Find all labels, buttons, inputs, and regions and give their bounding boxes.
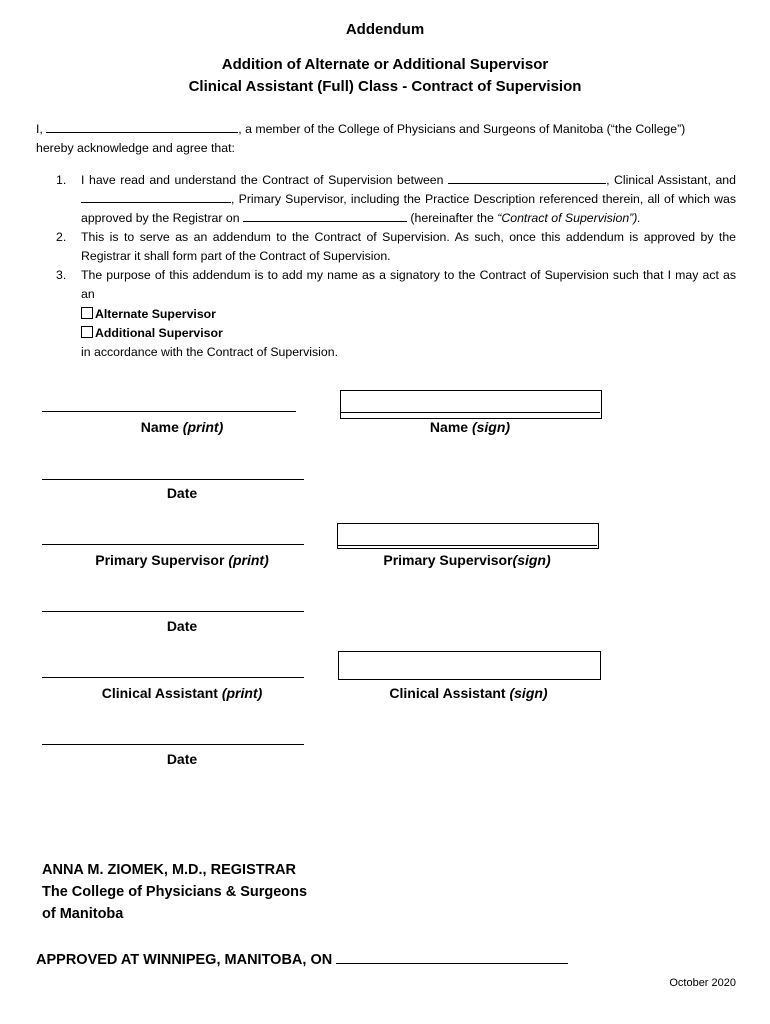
name-sign-label: Name (sign) [429, 419, 511, 435]
primary-print-line[interactable] [42, 544, 304, 545]
item-text: I have read and understand the Contract of Supervision between [81, 173, 449, 187]
registrar-name: ANNA M. ZIOMEK, M.D., REGISTRAR [42, 862, 297, 878]
item-text: (hereinafter the [407, 211, 498, 225]
intro-text: , a member of the College of Physicians and Surgeons of Manitoba (“the College”) [238, 122, 686, 136]
approved-text: APPROVED AT WINNIPEG, MANITOBA, ON [36, 952, 337, 968]
item-text: This is to serve as an addendum to the Contract of Supervision. As such, once this addendum is approved by the Registrar it shall form part of the Contract of Supervision. [81, 230, 736, 263]
additional-checkbox[interactable] [81, 326, 93, 338]
alternate-label: Alternate Supervisor [95, 307, 216, 321]
approval-date-blank[interactable] [243, 209, 407, 222]
alternate-option[interactable] [81, 305, 736, 324]
clinical-print-line[interactable] [42, 677, 304, 678]
alternate-checkbox[interactable] [81, 307, 93, 319]
clinical-assistant-blank[interactable] [448, 171, 606, 184]
name-print-line[interactable] [42, 411, 296, 412]
item-text-italic: “Contract of Supervision”). [497, 211, 641, 225]
member-name-blank[interactable] [46, 120, 238, 133]
footer-date: October 2020 [669, 977, 736, 989]
primary-supervisor-blank[interactable] [81, 190, 231, 203]
date-line[interactable] [42, 744, 304, 745]
list-item [36, 171, 736, 228]
document-title: Addendum [345, 21, 425, 38]
item-text: , Primary Supervisor, including the Practice Description referenced therein, all of which was approved by the Registrar on [81, 192, 736, 225]
intro-line-2: hereby acknowledge and agree that: [36, 141, 235, 155]
date-line[interactable] [42, 479, 304, 480]
registrar-college: The College of Physicians & Surgeons [42, 884, 308, 900]
name-sign-box[interactable] [340, 390, 602, 419]
item-closing: in accordance with the Contract of Supervision. [81, 345, 339, 359]
subtitle-line-2: Clinical Assistant (Full) Class - Contract of Supervision [188, 78, 582, 95]
date-line[interactable] [42, 611, 304, 612]
item-text: , Clinical Assistant, and [606, 173, 736, 187]
additional-option[interactable] [81, 324, 736, 343]
subtitle-line-1: Addition of Alternate or Additional Supervisor [221, 56, 549, 73]
clinical-print-label: Clinical Assistant (print) [101, 685, 263, 701]
name-sign-line [340, 412, 600, 413]
primary-print-label: Primary Supervisor (print) [95, 552, 269, 568]
clinical-sign-label: Clinical Assistant (sign) [389, 685, 548, 701]
primary-sign-line [337, 545, 597, 546]
list-number: 3. [56, 268, 67, 282]
list-number: 2. [56, 230, 67, 244]
primary-sign-label: Primary Supervisor(sign) [383, 552, 551, 568]
approved-line [36, 949, 568, 968]
list-item [36, 228, 736, 266]
list-item [36, 266, 736, 362]
additional-label: Additional Supervisor [95, 326, 223, 340]
intro-prefix: I, [36, 122, 47, 136]
intro-paragraph [36, 120, 736, 158]
name-print-label: Name (print) [140, 419, 224, 435]
date-label: Date [166, 751, 198, 767]
clinical-sign-box[interactable] [338, 651, 601, 680]
item-text: The purpose of this addendum is to add my name as a signatory to the Contract of Supervision such that I may act as an [81, 268, 736, 301]
registrar-province: of Manitoba [42, 906, 124, 922]
date-label: Date [166, 618, 198, 634]
registrar-block [42, 859, 307, 925]
list-number: 1. [56, 173, 67, 187]
terms-list [36, 171, 736, 362]
date-label: Date [166, 485, 198, 501]
approval-date-field[interactable] [336, 949, 568, 964]
